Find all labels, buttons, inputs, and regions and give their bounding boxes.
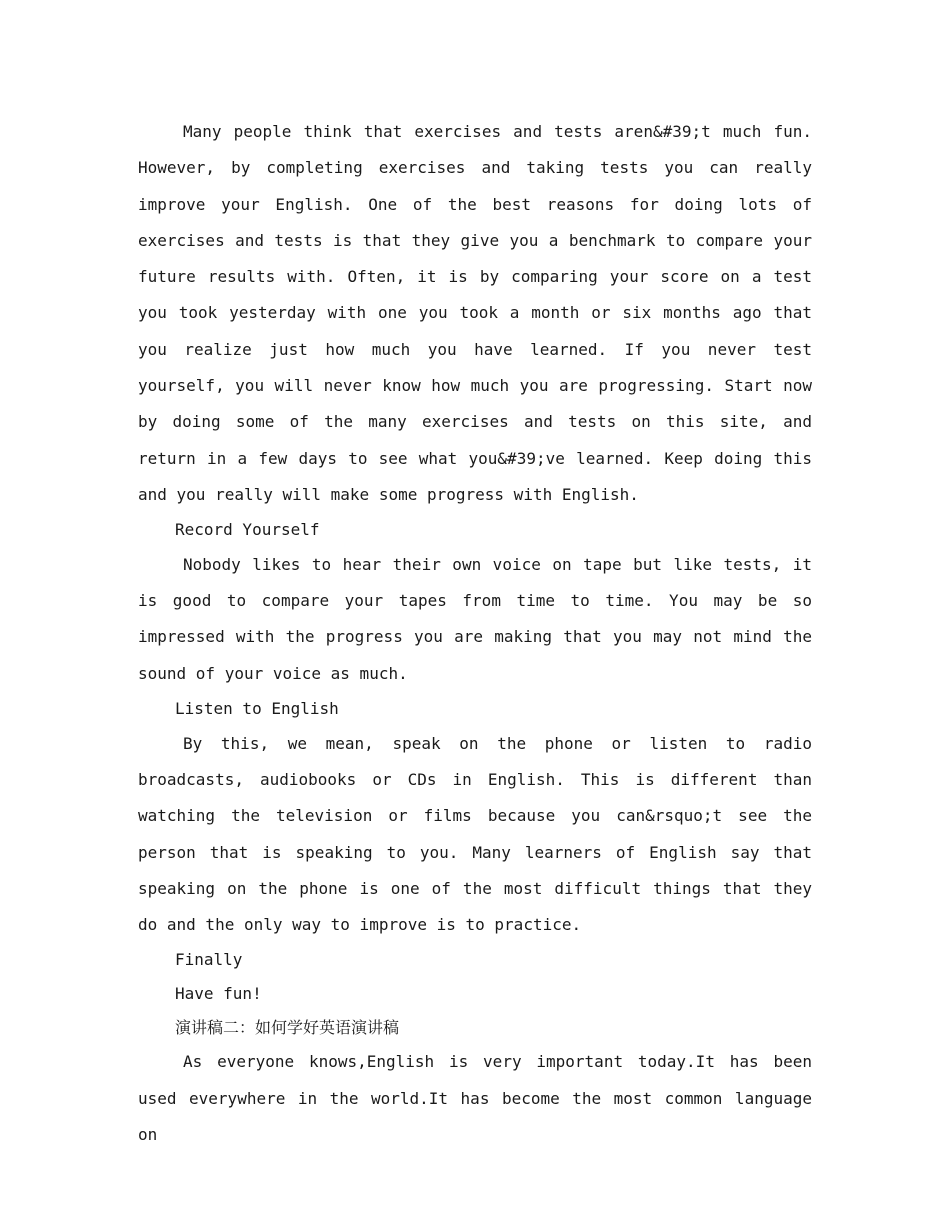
heading-speech-two: 演讲稿二：如何学好英语演讲稿 [175, 1017, 400, 1037]
heading-finally: Finally [175, 950, 243, 970]
paragraph-speech-two-intro: As everyone knows,English is very important today.It has been used everywhere in the world.It has become the most common language on [138, 1052, 812, 1144]
heading-have-fun: Have fun! [175, 984, 262, 1004]
paragraph-record-yourself: Nobody likes to hear their own voice on tape but like tests, it is good to compare your tapes from time to time. You may be so impressed with the progress you are making that you may not mind the sound of your voice as much. [138, 554, 812, 683]
paragraph-exercises-and-tests: Many people think that exercises and tests aren&#39;t much fun. However, by completing exercises and taking tests you can really improve your English. One of the best reasons for doing lots of exercises and tests is that they give you a benchmark to compare your future results with. Often, it is by comparing your score on a test you took yesterday with one you took a month or six months ago that you realize just how much you have learned. If you never test yourself, you will never know how much you are progressing. Start now by doing some of the many exercises and tests on this site, and return in a few days to see what you&#39;ve learned. Keep doing this and you really will make some progress with English. [138, 122, 812, 504]
heading-listen-to-english: Listen to English [175, 699, 339, 719]
document-page [138, 114, 812, 1153]
paragraph-listen-to-english: By this, we mean, speak on the phone or listen to radio broadcasts, audiobooks or CDs in English. This is different than watching the television or films because you can&rsquo;t see the person that is speaking to you. Many learners of English say that speaking on the phone is one of the most difficult things that they do and the only way to improve is to practice. [138, 733, 812, 935]
heading-record-yourself: Record Yourself [175, 520, 320, 540]
